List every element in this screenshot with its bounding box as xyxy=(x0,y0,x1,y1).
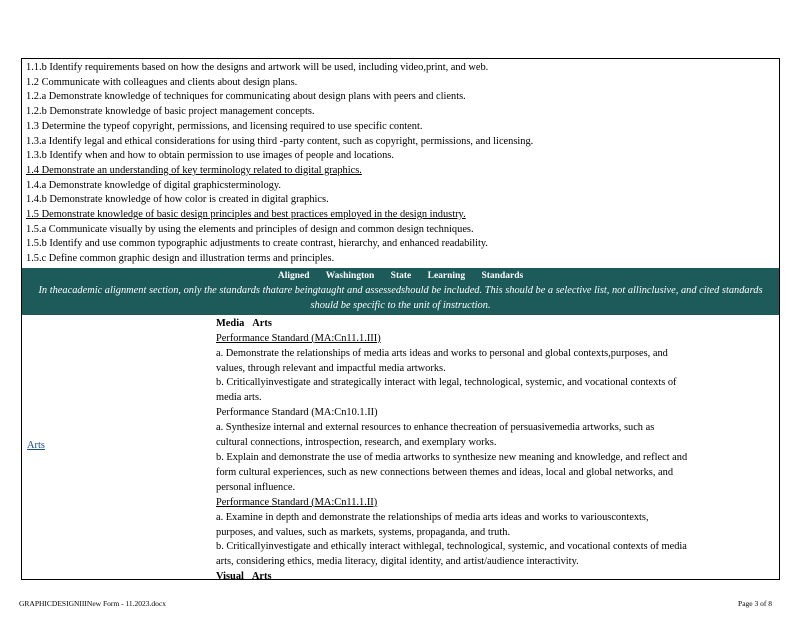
standard-text: cultural connections, introspection, research, and exemplary works. xyxy=(216,437,497,449)
standard-text: arts, considering ethics, media literacy, digital identity, and artist/audience interactivity. xyxy=(216,556,579,568)
standards-banner xyxy=(22,268,779,315)
banner-title: Aligned Washington State Learning Standards xyxy=(277,270,524,281)
competency-line: 1.2 Communicate with colleagues and clients about design plans. xyxy=(26,76,298,88)
arts-link[interactable]: Arts xyxy=(27,439,45,451)
standard-text: purposes, and values, such as markets, systems, propaganda, and truth. xyxy=(216,526,511,538)
standard-text: form cultural experiences, such as new connections between themes and ideas, local and global networks, and xyxy=(216,466,674,478)
competency-line: 1.3.a Identify legal and ethical considerations for using third -party content, such as copyright, permissions, and licensing. xyxy=(26,135,534,147)
footer-page-number: Page 3 of 8 xyxy=(738,599,772,608)
standard-text: b. Criticallyinvestigate and strategically interact with legal, technological, systemic, and vocational contexts of xyxy=(216,377,677,389)
competency-line: 1.3 Determine the typeof copyright, permissions, and licensing required to use specific content. xyxy=(26,120,423,132)
standards-heading: Media Arts xyxy=(216,317,272,329)
competency-line: 1.4.b Demonstrate knowledge of how color is created in digital graphics. xyxy=(26,194,329,206)
standard-text: b. Criticallyinvestigate and ethically interact withlegal, technological, systemic, and vocational contexts of media xyxy=(216,541,687,553)
standard-text: a. Examine in depth and demonstrate the relationships of media arts ideas and works to variouscontexts, xyxy=(216,511,649,523)
standard-text: Performance Standard (MA:Cn10.1.II) xyxy=(216,407,378,419)
standards-heading: Visual Arts xyxy=(216,571,272,583)
competency-line: 1.2.a Demonstrate knowledge of techniques for communicating about design plans with peers and clients. xyxy=(26,91,466,103)
banner-instructions: In theacademic alignment section, only the standards thatare beingtaught and assessedshould be included. This should be a selective list, not allinclusive, and cited standards should be specific to the unit of instruction. xyxy=(38,284,763,311)
standard-text: a. Synthesize internal and external resources to enhance thecreation of persuasivemedia artworks, such as xyxy=(216,422,655,434)
standard-text: media arts. xyxy=(216,392,262,404)
competency-line: 1.5.c Define common graphic design and illustration terms and principles. xyxy=(26,253,335,265)
course-table xyxy=(21,58,780,583)
competency-line: 1.1.b Identify requirements based on how the designs and artwork will be used, including video,print, and web. xyxy=(26,62,489,73)
competency-line: 1.4.a Demonstrate knowledge of digital graphicsterminology. xyxy=(26,179,281,191)
standards-column xyxy=(216,317,772,585)
standards-row xyxy=(22,315,779,583)
competency-list xyxy=(22,59,779,267)
standard-text: Performance Standard (MA:Cn11.1.III) xyxy=(216,332,381,344)
standard-text: values, through relevant and impactful media artworks. xyxy=(216,362,446,374)
competency-line: 1.5 Demonstrate knowledge of basic design principles and best practices employed in the design industry. xyxy=(26,209,466,221)
competency-line: 1.4 Demonstrate an understanding of key terminology related to digital graphics. xyxy=(26,164,362,176)
competency-line: 1.5.a Communicate visually by using the elements and principles of design and common design techniques. xyxy=(26,223,474,235)
standard-text: b. Explain and demonstrate the use of media artworks to synthesize new meaning and knowledge, and reflect and xyxy=(216,452,688,463)
standard-text: a. Demonstrate the relationships of media arts ideas and works to personal and global contexts,purposes, and xyxy=(216,347,668,359)
competency-line: 1.5.b Identify and use common typographic adjustments to create contrast, hierarchy, and enhanced readability. xyxy=(26,238,489,250)
footer-filename: GRAPHICDESIGNIIINew Form - 11.2023.docx xyxy=(19,599,167,608)
standard-text: Performance Standard (MA:Cn11.1.II) xyxy=(216,496,378,508)
competency-line: 1.2.b Demonstrate knowledge of basic project management concepts. xyxy=(26,106,315,118)
competency-line: 1.3.b Identify when and how to obtain permission to use images of people and locations. xyxy=(26,150,394,162)
standard-text: personal influence. xyxy=(216,481,296,493)
